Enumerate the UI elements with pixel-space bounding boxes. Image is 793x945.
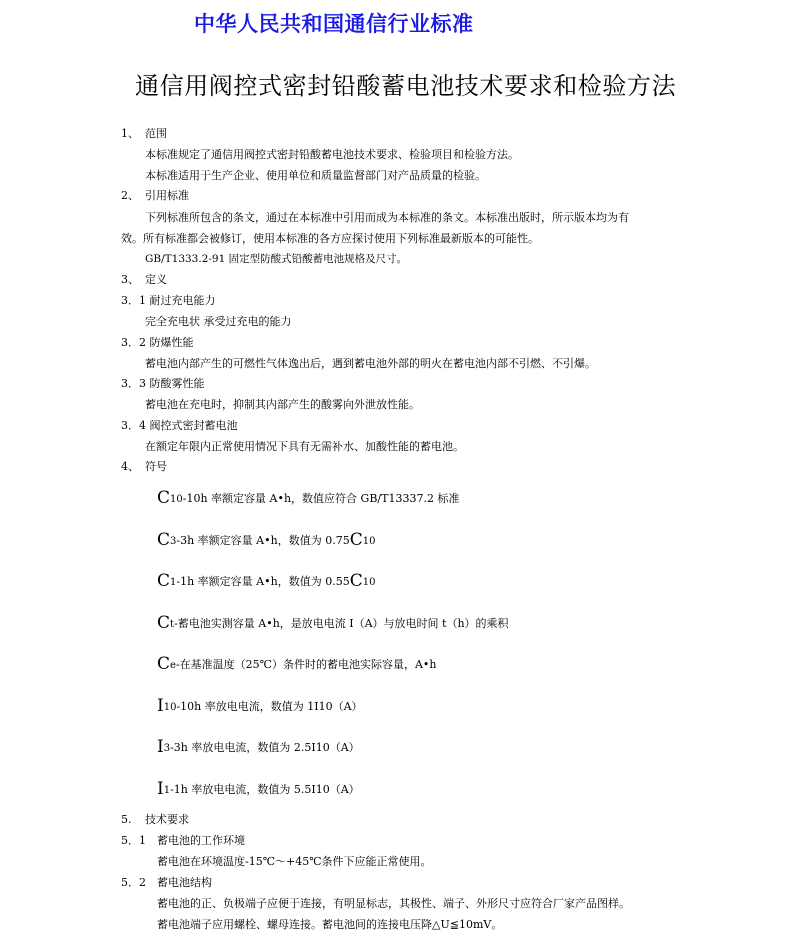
section-4-heading (121, 457, 167, 477)
symbol-row (157, 737, 360, 759)
symbol-subscript: 1 (163, 784, 171, 796)
definition-text: 蓄电池在充电时，抑制其内部产生的酸雾向外泄放性能。 (145, 398, 420, 411)
symbol-letter: C (349, 571, 363, 591)
symbol-description: -1h 率放电电流，数值为 5.5I10（A） (170, 782, 360, 796)
symbol-row (157, 530, 375, 552)
symbol-subscript: 3 (170, 535, 177, 547)
symbol-subscript: 3 (163, 743, 171, 754)
paragraph: 效。所有标准都会被修订，使用本标准的各方应探讨使用下列标准最新版本的可能性。 (121, 232, 539, 245)
symbol-row (157, 571, 375, 593)
subsection-title: 蓄电池的工作环境 (157, 834, 245, 847)
symbol-letter: C (157, 488, 171, 508)
definition-text: 完全充电状 承受过充电的能力 (145, 315, 292, 328)
definition-heading: 3．1 耐过充电能力 (121, 294, 216, 307)
symbol-letter: C (157, 529, 171, 550)
paragraph: 蓄电池的正、负极端子应便于连接，有明显标志，其极性、端子、外形尺寸应符合厂家产品图样。 (157, 897, 630, 910)
subsection-number: 5．2 (121, 876, 146, 889)
section-1-heading (121, 124, 167, 144)
symbol-row (157, 654, 436, 676)
definition-text: 蓄电池内部产生的可燃性气体逸出后，遇到蓄电池外部的明火在蓄电池内部不引燃、不引爆。 (145, 357, 596, 370)
paragraph: 本标准适用于生产企业、使用单位和质量监督部门对产品质量的检验。 (145, 169, 486, 182)
symbol-subscript: 10 (362, 535, 376, 547)
section-number: 5. (121, 813, 132, 826)
symbol-description: -1h 率额定容量 A•h，数值为 0.55 (176, 575, 350, 588)
paragraph: 蓄电池端子应用螺栓、螺母连接。蓄电池间的连接电压降△U≦10mV。 (157, 918, 503, 931)
symbol-letter: C (157, 654, 171, 674)
section-title: 引用标准 (145, 189, 189, 202)
symbol-subscript: 10 (362, 577, 376, 588)
symbol-subscript: 10 (163, 701, 177, 713)
section-title: 范围 (145, 127, 167, 140)
definition-heading: 3．4 阀控式密封蓄电池 (121, 419, 238, 432)
symbol-letter: C (157, 571, 171, 591)
symbol-letter: I (157, 778, 164, 799)
section-number: 4、 (121, 460, 139, 473)
symbol-letter: I (157, 737, 164, 757)
symbol-row (157, 488, 459, 510)
symbol-row (157, 613, 509, 635)
symbol-subscript: 10 (170, 494, 183, 505)
standard-title: 中华人民共和国通信行业标准 (194, 12, 474, 36)
document-title: 通信用阀控式密封铅酸蓄电池技术要求和检验方法 (135, 72, 677, 100)
section-number: 2、 (121, 189, 139, 202)
symbol-subscript: t (170, 618, 175, 630)
section-title: 定义 (145, 273, 167, 286)
section-number: 1、 (121, 127, 139, 140)
subsection-heading (121, 831, 245, 851)
symbol-description: -10h 率放电电流，数值为 1I10（A） (176, 699, 363, 713)
symbol-description: -3h 率放电电流，数值为 2.5I10（A） (170, 741, 360, 754)
symbol-description: -10h 率额定容量 A•h，数值应符合 GB/T13337.2 标准 (182, 492, 460, 505)
symbol-description: -在基准温度（25℃）条件时的蓄电池实际容量，A•h (175, 658, 437, 671)
definition-heading: 3．3 防酸雾性能 (121, 377, 205, 390)
symbol-letter: I (157, 695, 164, 716)
symbol-description: -蓄电池实测容量 A•h，是放电电流 I（A）与放电时间 t（h）的乘积 (174, 616, 509, 630)
subsection-heading (121, 873, 212, 893)
symbol-letter: C (157, 612, 171, 633)
section-2-heading (121, 186, 189, 206)
definition-heading: 3．2 防爆性能 (121, 336, 194, 349)
paragraph: 本标准规定了通信用阀控式密封铅酸蓄电池技术要求、检验项目和检验方法。 (145, 148, 519, 161)
section-number: 3、 (121, 273, 139, 286)
paragraph: 下列标准所包含的条文，通过在本标准中引用而成为本标准的条文。本标准出版时，所示版本均为有 (145, 211, 629, 224)
section-title: 符号 (145, 460, 167, 473)
reference-standard: GB/T1333.2-91 固定型防酸式铅酸蓄电池规格及尺寸。 (145, 253, 408, 265)
section-3-heading (121, 270, 167, 290)
symbol-subscript: e (170, 660, 176, 671)
paragraph: 蓄电池在环境温度-15℃～+45℃条件下应能正常使用。 (157, 855, 432, 868)
subsection-number: 5．1 (121, 834, 146, 847)
symbol-row (157, 779, 360, 801)
definition-text: 在额定年限内正常使用情况下具有无需补水、加酸性能的蓄电池。 (145, 440, 464, 453)
symbol-description: -3h 率额定容量 A•h，数值为 0.75 (176, 533, 350, 547)
section-title: 技术要求 (145, 813, 189, 826)
symbol-row (157, 696, 363, 718)
section-5-heading (121, 810, 189, 830)
symbol-letter: C (349, 529, 363, 550)
symbol-subscript: 1 (170, 577, 177, 588)
subsection-title: 蓄电池结构 (157, 876, 212, 889)
